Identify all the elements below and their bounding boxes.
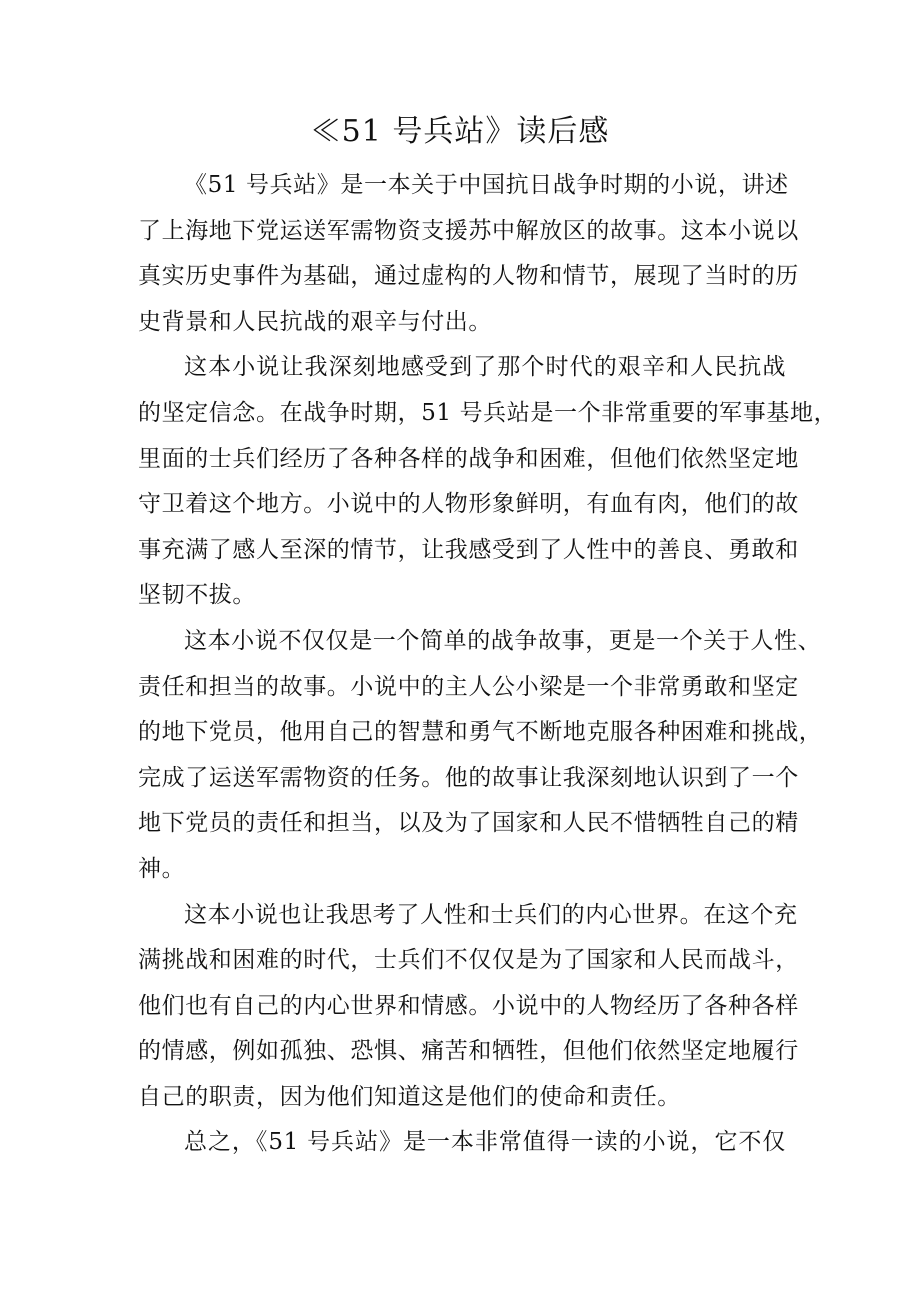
paragraph-line: 史背景和人民抗战的艰辛与付出。 [138,308,492,335]
paragraph [138,893,799,1121]
paragraph-line: 坚韧不拔。 [138,582,256,609]
paragraph-line: 完成了运送军需物资的任务。他的故事让我深刻地认识到了一个 [138,764,799,791]
paragraph-line: 总之，《51 号兵站》是一本非常值得一读的小说，它不仅 [184,1129,786,1156]
paragraph-line: 《51 号兵站》是一本关于中国抗日战争时期的小说，讲述 [184,172,789,198]
paragraph [138,345,838,619]
paragraph [138,619,823,893]
paragraph-line: 这本小说也让我思考了人性和士兵们的内心世界。在这个充 [184,901,798,928]
paragraph [138,1120,786,1166]
paragraph-line: 这本小说不仅仅是一个简单的战争故事，更是一个关于人性、 [184,627,822,654]
paragraph-line: 地下党员的责任和担当，以及为了国家和人民不惜牺牲自己的精 [138,810,799,837]
paragraph [138,163,799,345]
paragraph-line: 这本小说让我深刻地感受到了那个时代的艰辛和人民抗战 [184,354,786,381]
paragraph-line: 的坚定信念。在战争时期，51 号兵站是一个非常重要的军事基地， [138,399,838,426]
document-title: ≪51 号兵站》读后感 [310,114,610,149]
paragraph-line: 了上海地下党运送军需物资支援苏中解放区的故事。这本小说以 [138,217,799,244]
paragraph-line: 事充满了感人至深的情节，让我感受到了人性中的善良、勇敢和 [138,536,799,563]
paragraph-line: 守卫着这个地方。小说中的人物形象鲜明，有血有肉，他们的故 [138,491,799,518]
paragraph-line: 自己的职责，因为他们知道这是他们的使命和责任。 [138,1083,681,1110]
document-body [138,163,838,1166]
paragraph-line: 里面的士兵们经历了各种各样的战争和困难，但他们依然坚定地 [138,445,799,472]
paragraph-line: 真实历史事件为基础，通过虚构的人物和情节，展现了当时的历 [138,263,799,290]
paragraph-line: 的情感，例如孤独、恐惧、痛苦和牺牲，但他们依然坚定地履行 [138,1038,799,1065]
paragraph-line: 责任和担当的故事。小说中的主人公小梁是一个非常勇敢和坚定 [138,673,799,700]
paragraph-line: 他们也有自己的内心世界和情感。小说中的人物经历了各种各样 [138,992,799,1019]
paragraph-line: 神。 [138,855,186,882]
paragraph-line: 满挑战和困难的时代，士兵们不仅仅是为了国家和人民而战斗， [138,947,799,974]
paragraph-line: 的地下党员，他用自己的智慧和勇气不断地克服各种困难和挑战， [138,719,823,746]
